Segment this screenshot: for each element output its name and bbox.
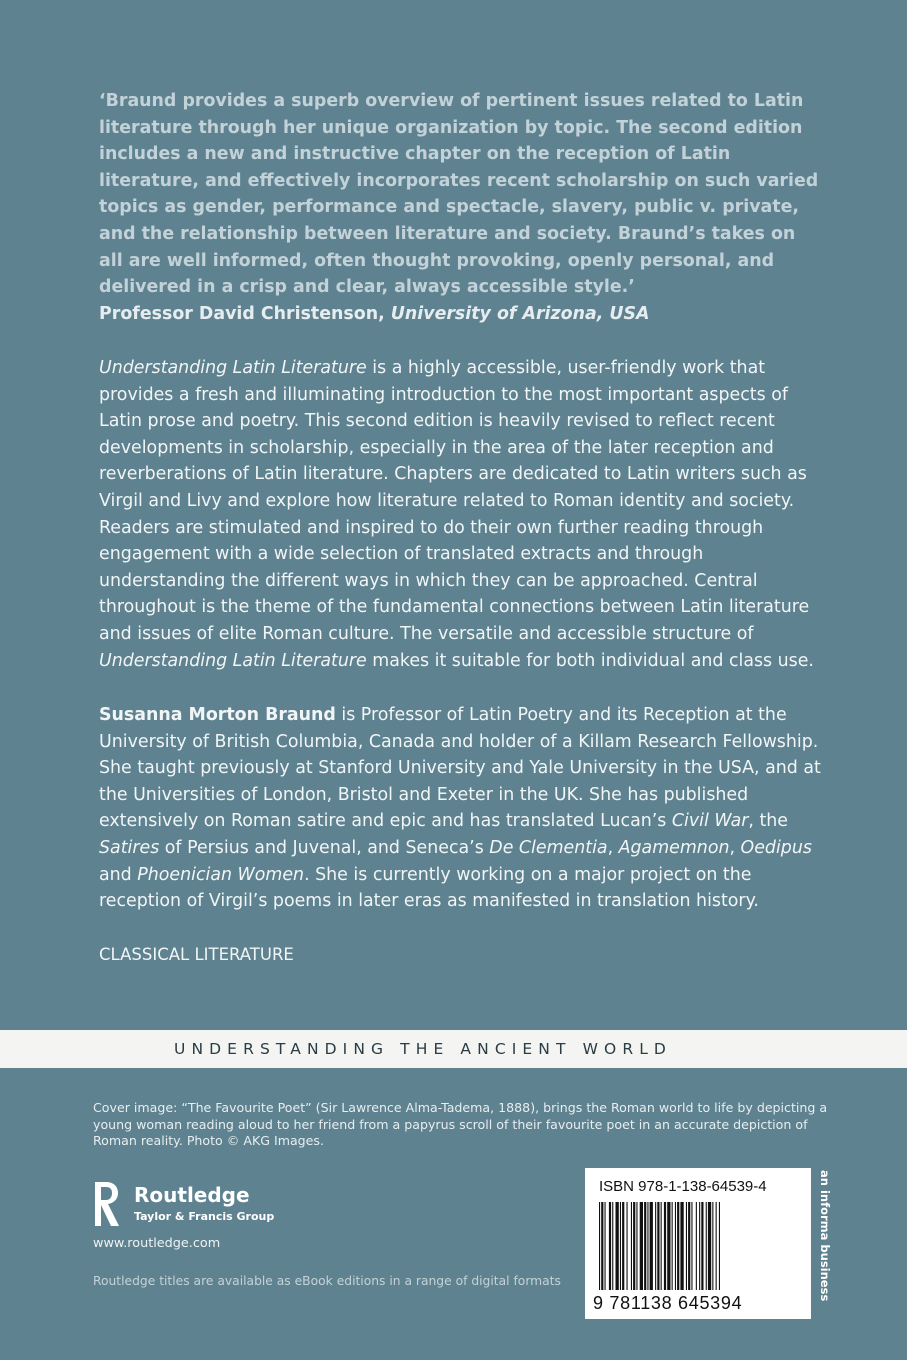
barcode-bar (644, 1202, 646, 1290)
work-de-clementia: De Clementia (489, 837, 608, 858)
barcode-bar (616, 1202, 619, 1290)
barcode-bar (620, 1202, 621, 1290)
quote-author: Professor David Christenson, (99, 303, 385, 324)
bio-text-1: is Professor of Latin Poetry and its Reception at the University of British Columbia, Canada and holder of a Killam Research Fellowship. She taught previously at Stanford University and Yale University in the USA, and at the Universities of London, Bristol and Exeter in the UK. She has published extensively on Roman satire and epic and has translated Lucan’s (99, 705, 821, 832)
barcode-bar (601, 1202, 603, 1290)
barcode-bar (677, 1202, 679, 1290)
barcode-box (585, 1168, 811, 1319)
barcode-bar (686, 1202, 687, 1290)
quote-attribution (99, 304, 649, 324)
bio-text-6: and (99, 864, 138, 885)
barcode-bar (675, 1202, 676, 1290)
cover-credit: Cover image: “The Favourite Poet” (Sir Lawrence Alma-Tadema, 1888), brings the Roman world to life by depicting a young woman reading aloud to her friend from a papyrus scroll of their favourite poet in an accurate depiction of Roman reality. Photo © AKG Images. (93, 1100, 828, 1148)
book-title-italic-2: Understanding Latin Literature (99, 650, 367, 671)
barcode-bar (609, 1202, 611, 1290)
work-phoenician-women: Phoenician Women (137, 864, 305, 885)
author-name: Susanna Morton Braund (99, 705, 336, 725)
barcode-bar (599, 1202, 600, 1290)
barcode-bar (699, 1202, 700, 1290)
barcode-bar (661, 1202, 662, 1290)
barcode (599, 1202, 797, 1292)
description-text: is a highly accessible, user-friendly work that provides a fresh and illuminating introduction to the most important aspects of Latin prose and poetry. This second edition is heavily revised to reflect recent developments in scholarship, especially in the area of the later reception and reverberations of Latin literature. Chapters are dedicated to Latin writers such as Virgil and Livy and explore how literature related to Roman identity and society. Readers are stimulated and inspired to do their own further reading through engagement with a wide selection of translated extracts and through understanding the different ways in which they can be approached. Central throughout is the theme of the fundamental connections between Latin literature and issues of elite Roman culture. The versatile and accessible structure of (99, 358, 810, 644)
barcode-bar (605, 1202, 606, 1290)
barcode-bar (688, 1202, 690, 1290)
barcode-bar (691, 1202, 692, 1290)
barcode-bar (640, 1202, 643, 1290)
barcode-bar (612, 1202, 613, 1290)
bio-text-7: . She is currently working on a major project on the reception of Virgil’s poems in later eras as manifested in translation history. (99, 864, 759, 912)
work-oedipus: Oedipus (740, 837, 812, 858)
isbn-label: ISBN 978-1-138-64539-4 (599, 1178, 767, 1195)
book-title-italic: Understanding Latin Literature (99, 358, 367, 378)
bio-text-2: , the (748, 811, 788, 832)
barcode-bar (657, 1202, 659, 1290)
barcode-bar (631, 1202, 632, 1290)
barcode-bar (719, 1202, 720, 1290)
routledge-logo (92, 1180, 292, 1230)
work-satires: Satires (99, 837, 160, 858)
barcode-bar (650, 1202, 653, 1290)
bio-text-5: , (729, 837, 741, 858)
barcode-bar (716, 1202, 717, 1290)
barcode-bar (667, 1202, 670, 1290)
bio-text-3: of Persius and Juvenal, and Seneca’s (159, 837, 490, 858)
author-bio (99, 702, 829, 915)
barcode-bar (708, 1202, 711, 1290)
subject-category: CLASSICAL LITERATURE (99, 945, 294, 964)
publisher-website[interactable]: www.routledge.com (93, 1236, 221, 1251)
barcode-bar (622, 1202, 624, 1290)
ebook-note: Routledge titles are available as eBook editions in a range of digital formats (93, 1274, 561, 1288)
publisher-group: Taylor & Francis Group (134, 1210, 275, 1223)
work-civil-war: Civil War (671, 811, 749, 832)
barcode-digits: 9 781138 645394 (593, 1293, 743, 1313)
informa-business: an informa business (818, 1170, 832, 1302)
barcode-bar (712, 1202, 713, 1290)
barcode-bar (627, 1202, 628, 1290)
description-end: makes it suitable for both individual and class use. (366, 650, 814, 671)
review-quote (99, 88, 819, 327)
barcode-bar (696, 1202, 697, 1290)
barcode-bar (672, 1202, 673, 1290)
barcode-bar (633, 1202, 635, 1290)
work-agamemnon: Agamemnon (618, 837, 730, 858)
barcode-bar (680, 1202, 683, 1290)
barcode-bar (664, 1202, 666, 1290)
barcode-bar (706, 1202, 707, 1290)
book-description (99, 355, 829, 674)
barcode-bar (636, 1202, 637, 1290)
barcode-bar (655, 1202, 656, 1290)
quote-text: ‘Braund provides a superb overview of pertinent issues related to Latin literature through her unique organization by topic. The second edition includes a new and instructive chapter on the reception of Latin literature, and effectively incorporates recent scholarship on such varied topics as gender, performance and spectacle, slavery, public v. private, and the relationship between literature and society. Braund’s takes on all are well informed, often thought provoking, openly personal, and delivered in a crisp and clear, always accessible style.’ (99, 91, 819, 298)
quote-affiliation: University of Arizona, USA (390, 303, 650, 324)
publisher-name: Routledge (134, 1183, 250, 1207)
barcode-bar (647, 1202, 648, 1290)
routledge-r-icon (92, 1180, 122, 1230)
series-title: UNDERSTANDING THE ANCIENT WORLD (174, 1040, 672, 1058)
barcode-bar (701, 1202, 703, 1290)
bio-text-4: , (607, 837, 619, 858)
